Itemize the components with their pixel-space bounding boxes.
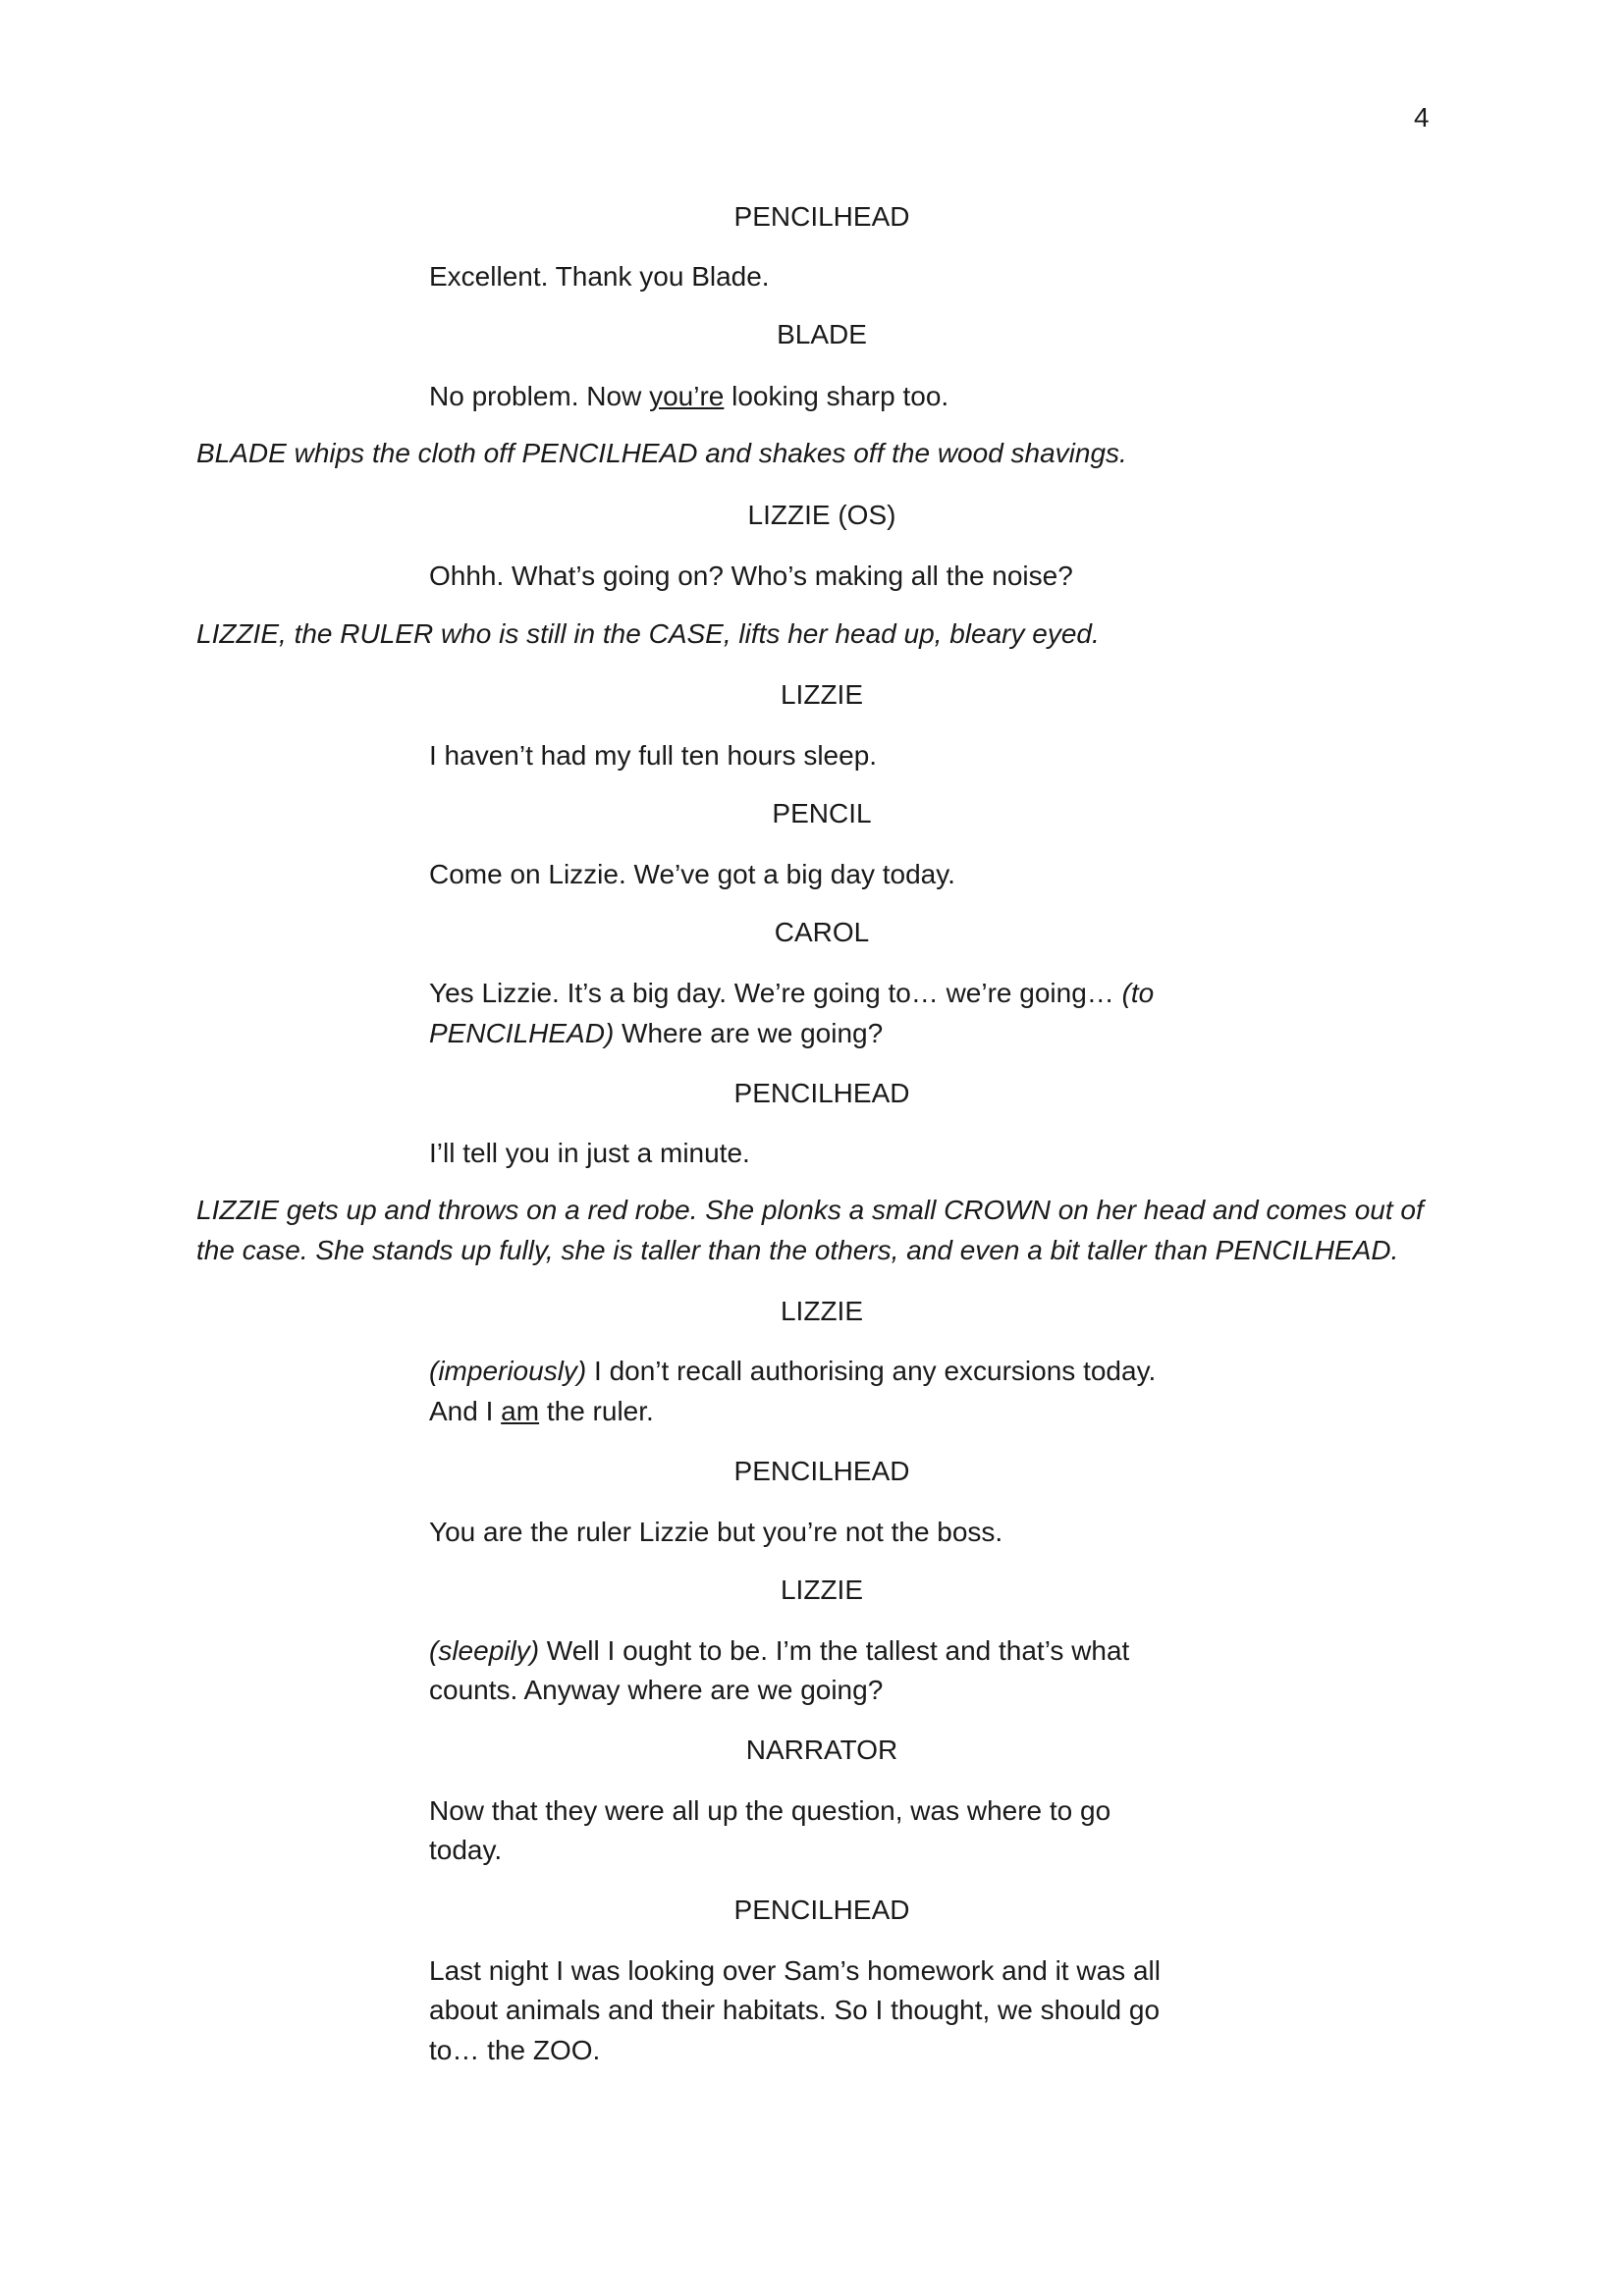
dialogue (429, 1631, 1205, 1671)
page-number: 4 (1414, 102, 1430, 133)
dialogue: counts. Anyway where are we going? (429, 1675, 884, 1705)
dialogue: Ohhh. What’s going on? Who’s making all the noise? (429, 561, 1073, 591)
parenthetical: (sleepily) (429, 1635, 540, 1666)
character-name: PENCILHEAD (733, 201, 910, 232)
dialogue: Last night I was looking over Sam’s homework and it was all (429, 1955, 1161, 1986)
dialogue-text: I don’t recall authorising any excursions today. (586, 1356, 1157, 1386)
character-name: PENCILHEAD (733, 1078, 910, 1108)
parenthetical: (to (1121, 978, 1155, 1008)
character-name: BLADE (777, 319, 867, 349)
dialogue: today. (429, 1835, 503, 1865)
dialogue-text: looking sharp too. (724, 381, 949, 411)
character-name: LIZZIE (780, 1296, 863, 1326)
dialogue (429, 1352, 1205, 1391)
character-name: NARRATOR (745, 1735, 898, 1765)
character-name: CAROL (774, 917, 870, 947)
dialogue: about animals and their habitats. So I thought, we should go (429, 1995, 1161, 2025)
character-name: PENCIL (772, 798, 872, 828)
dialogue: I’ll tell you in just a minute. (429, 1138, 750, 1168)
action-line: LIZZIE gets up and throws on a red robe. She plonks a small CROWN on her head and comes out of (196, 1195, 1424, 1225)
dialogue-underlined: am (501, 1396, 540, 1426)
action-line: LIZZIE, the RULER who is still in the CASE, lifts her head up, bleary eyed. (196, 618, 1100, 649)
dialogue-text: Where are we going? (614, 1018, 884, 1048)
character-name: PENCILHEAD (733, 1456, 910, 1486)
dialogue-text: Well I ought to be. I’m the tallest and that’s what (539, 1635, 1130, 1666)
parenthetical: (imperiously) (429, 1356, 587, 1386)
dialogue (429, 1014, 1205, 1053)
action-line: the case. She stands up fully, she is taller than the others, and even a bit taller than PENCILHEAD. (196, 1235, 1399, 1265)
dialogue (429, 974, 1205, 1013)
character-name: PENCILHEAD (733, 1895, 910, 1925)
dialogue: Come on Lizzie. We’ve got a big day today. (429, 859, 955, 889)
dialogue (429, 1392, 1205, 1431)
dialogue-text: And I (429, 1396, 502, 1426)
dialogue-underlined: you’re (649, 381, 725, 411)
dialogue: Excellent. Thank you Blade. (429, 261, 770, 292)
dialogue-text: the ruler. (539, 1396, 654, 1426)
dialogue: to… the ZOO. (429, 2035, 601, 2065)
dialogue-text: No problem. Now (429, 381, 650, 411)
dialogue: Now that they were all up the question, was where to go (429, 1795, 1111, 1826)
action-line: BLADE whips the cloth off PENCILHEAD and shakes off the wood shavings. (196, 438, 1127, 468)
dialogue: I haven’t had my full ten hours sleep. (429, 740, 878, 771)
character-name: LIZZIE (780, 1575, 863, 1605)
character-name: LIZZIE (780, 679, 863, 710)
parenthetical: PENCILHEAD) (429, 1018, 615, 1048)
dialogue (429, 377, 1205, 416)
character-name: LIZZIE (OS) (747, 500, 896, 530)
dialogue-text: Yes Lizzie. It’s a big day. We’re going to… we’re going… (429, 978, 1122, 1008)
dialogue: You are the ruler Lizzie but you’re not the boss. (429, 1517, 1003, 1547)
